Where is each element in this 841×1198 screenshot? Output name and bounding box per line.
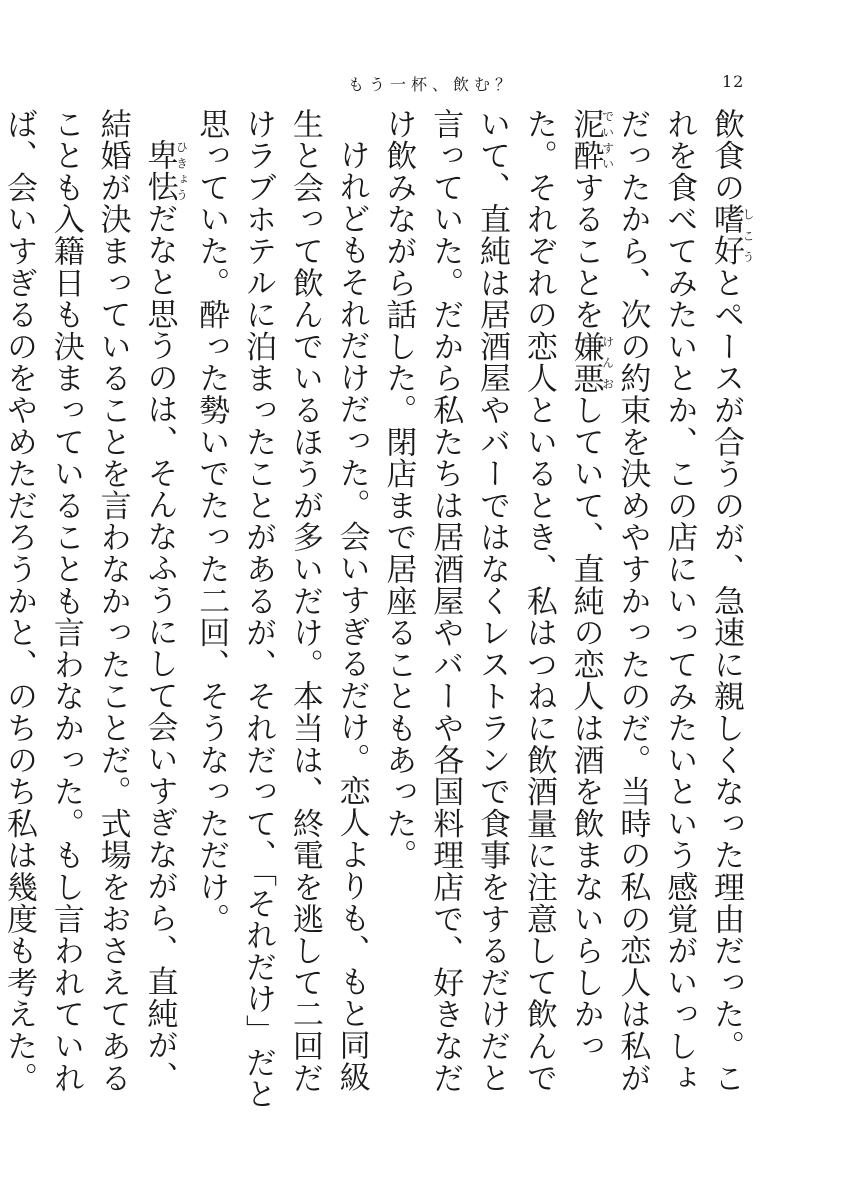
ruby-kenno [567,330,615,395]
ruby-deisui [567,108,615,172]
paragraph-1-text-3: することを [567,171,604,331]
paragraph-1-text-1: 飲食の [708,108,744,204]
running-header [0,72,841,96]
ruby-hikyou-reading: ひきょう [174,139,189,203]
running-title: もう一杯、飲む？ [348,75,517,94]
ruby-shikou [708,203,755,268]
paragraph-3-text: だなと思うのは、そんなふうにして会いすぎながら、直純が、結婚が決まっていることを言わなかったことだ。式場をおさえてあることも入籍日も決まっていることも言わなかった。もし言われていれば、会いすぎるのをやめただろうかと、のちのち私は幾度も考えた。 [1,108,178,1094]
ruby-kenno-base: 嫌悪 [567,330,604,395]
paragraph-1-text-4: していて、直純の恋人は酒を飲まないらしかった。それぞれの恋人といるとき、私はつねに飲酒量に注意して飲んでいて、直純は居酒屋やバーではなくレストランで食事をするだけだと言っていた。だから私たちは居酒屋やバーや各国料理店で、好きなだけ飲みながら話した。閉店まで居座ることもあった。 [380,108,604,1094]
page-number: 12 [722,72,745,91]
ruby-deisui-base: 泥酔 [567,108,604,172]
paragraph-3 [0,108,187,1118]
paragraph-2-text: けれどもそれだけだった。会いすぎるだけ。恋人よりも、もと同級生と会って飲んでいるほうが多いだけ。本当は、終電を逃して二回だけラブホテルに泊まったことがあるが、それだって、「それだけ」だと思っていた。酔った勢いでたった二回、そうなっただけ。 [193,108,370,1111]
ruby-hikyou-base: 卑怯 [141,139,178,203]
ruby-deisui-reading: でいすい [600,108,615,172]
ruby-kenno-reading: けんお [600,330,615,395]
paragraph-2 [187,108,374,1118]
ruby-hikyou [141,139,189,203]
ruby-shikou-reading: しこう [741,203,755,267]
vertical-body-text [1,108,755,1118]
paragraph-1 [375,108,754,1118]
ruby-shikou-base: 嗜好 [708,203,744,268]
paragraph-1-text-2: とペースが合うのが、急速に親しくなった理由だった。これを食べてみたいとか、この店にいってみたいという感覚がいっしょだったから、次の約束を決めやすかったのだ。当時の私の恋人は私が [614,108,744,1094]
